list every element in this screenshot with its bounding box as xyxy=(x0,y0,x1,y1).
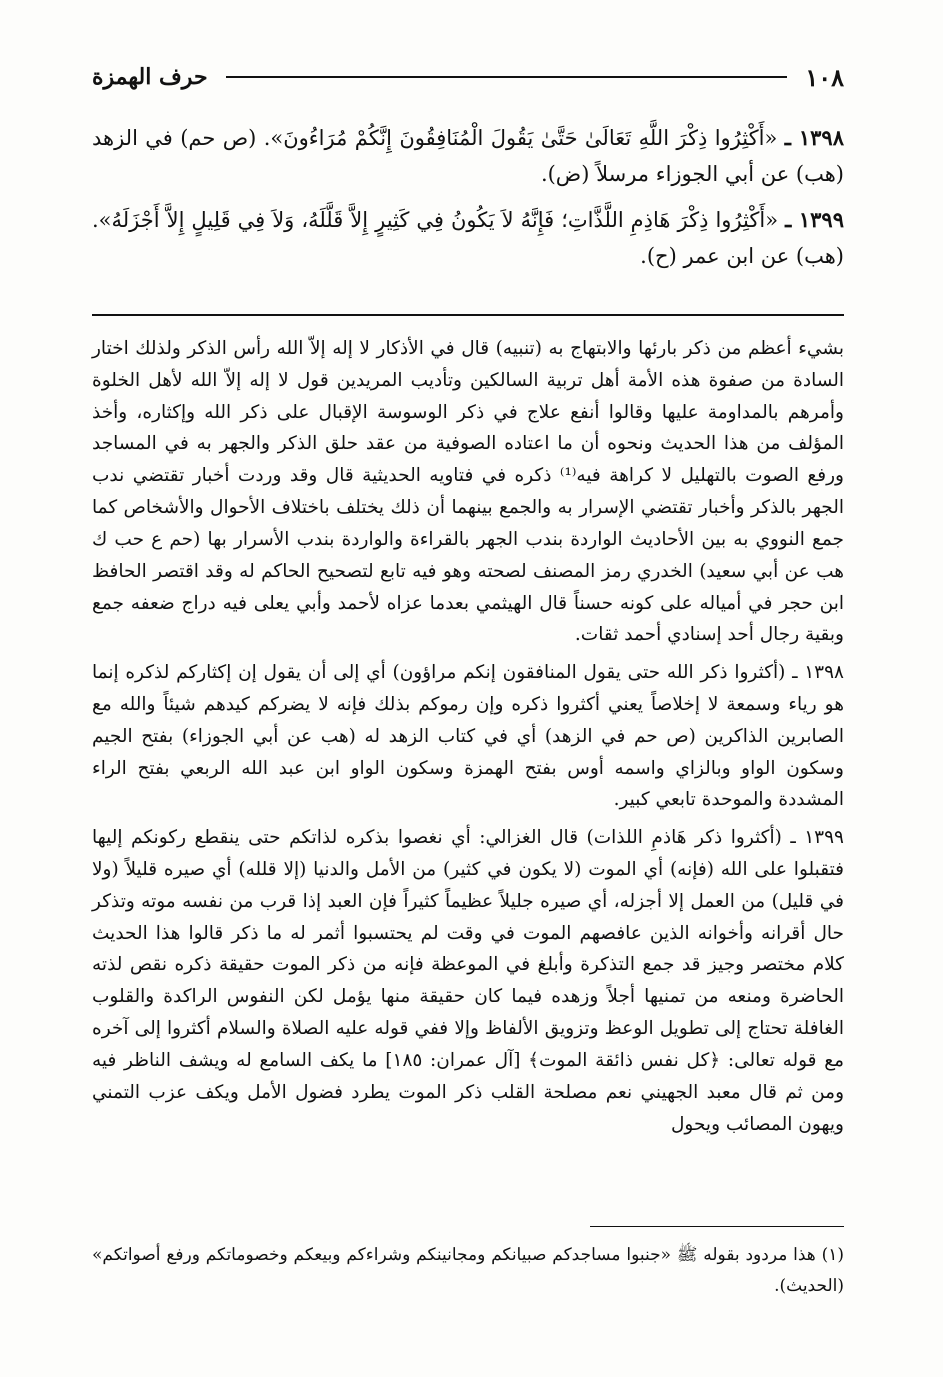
hadith-section xyxy=(92,120,844,285)
hadith-number: ١٣٩٩ ـ xyxy=(785,207,844,233)
footnote-section xyxy=(92,1240,844,1303)
commentary-paragraph-3: ١٣٩٩ ـ (أكثروا ذكر هَاذمِ اللذات) قال الغزالي: أي نغصوا بذكره لذاتكم حتى ينقطع ركونكم إليها فتقبلوا على الله (فإنه) أي الموت (لا يكون في كثير) من الأمل والدنيا (إلا قلله) أي صيره قليلاً (ولا في قليل) من العمل إلا أجزله، أي صيره جليلاً عظيماً كثيراً فإن العبد إذا قرب من نفسه موته وتذكر حال أقرانه وأخوانه الذين عافصهم الموت في وقت لم يحتسبوا أثمر له ما ذكر قالوا هذا الحديث كلام مختصر وجيز قد جمع التذكرة وأبلغ في الموعظة فإنه من ذكر الموت حقيقة ذكره نقص لذته الحاضرة ومنعه من تمنيها أجلاً وزهده فيما كان حقيقة منها يؤمل لكن النفوس الراكدة والقلوب الغافلة تحتاج إلى تطويل الوعظ وتزويق الألفاظ وإلا ففي قوله عليه الصلاة والسلام أكثروا إلى آخره مع قوله تعالى: ﴿كل نفس ذائقة الموت﴾ [آل عمران: ١٨٥] ما يكف السامع له ويشف الناظر فيه ومن ثم قال معبد الجهيني نعم مصلحة القلب ذكر الموت يطرد فضول الأمل ويكف عزب التمني ويهون المصائب ويحول xyxy=(92,827,844,1135)
hadith-1399 xyxy=(92,202,844,274)
section-divider xyxy=(92,314,844,316)
hadith-1398 xyxy=(92,120,844,192)
commentary-paragraph-2: ١٣٩٨ ـ (أكثروا ذكر الله حتى يقول المنافقون إنكم مراؤون) أي إلى أن يقول إن إكثاركم لذكره إنما هو رياء وسمعة لا إخلاصاً يعني أكثروا ذكره وإن رموكم بذلك فإنه لا يضركم كيدهم شيئاً والله مع الصابرين الذاكرين (ص حم في الزهد) أي في كتاب الزهد له (هب عن أبي الجوزاء) بفتح الجيم وسكون الواو وبالزاي واسمه أوس بفتح الهمزة وسكون الواو ابن عبد الله الربعي بفتح الراء المشددة والموحدة تابعي كبير. xyxy=(92,662,844,811)
footnote-divider xyxy=(590,1226,844,1227)
hadith-text: «أَكْثِرُوا ذِكْرَ اللَّهِ تَعَالَىٰ حَتَّىٰ يَقُولَ الْمُنَافِقُونَ إِنَّكُمْ مُرَاءُونَ». (ص حم) في الزهد (هب) عن أبي الجوزاء مرسلاً (ض). xyxy=(92,126,844,186)
header-rule xyxy=(226,76,788,78)
page-number: ١٠٨ xyxy=(805,62,844,92)
footnote-1: (١) هذا مردود بقوله ﷺ «جنبوا مساجدكم صبيانكم ومجانينكم وشراءكم وبيعكم وخصوماتكم ورفع أصواتكم» (الحديث). xyxy=(92,1245,844,1297)
hadith-number: ١٣٩٨ ـ xyxy=(784,125,844,150)
chapter-title: حرف الهمزة xyxy=(92,64,208,90)
page-header xyxy=(92,60,844,94)
commentary-paragraph-1: بشيء أعظم من ذكر بارئها والابتهاج به (تنبيه) قال في الأذكار لا إله إلاّ الله رأس الذكر ولذلك اختار السادة من صفوة هذه الأمة أهل تربية السالكين وتأديب المريدين قول لا إله إلاّ الله لأهل الخلوة وأمرهم بالمداومة عليها وقالوا أنفع علاج في ذكر الوسوسة الإقبال على ذكر الله وإكثاره، وأخذ المؤلف من هذا الحديث ونحوه أن ما اعتاده الصوفية من عقد حلق الذكر والجهر به في المساجد ورفع الصوت بالتهليل لا كراهة فيه⁽¹⁾ ذكره في فتاويه الحديثية قال وقد وردت أخبار تقتضي ندب الجهر بالذكر وأخبار تقتضي الإسرار به والجمع بينهما أن ذلك يختلف باختلاف الأحوال والأشخاص كما جمع النووي به بين الأحاديث الواردة بندب الجهر بالقراءة والواردة بندب الأسرار بها (حم ع حب ك هب عن أبي سعيد) الخدري رمز المصنف لصحته وهو فيه تابع لتصحيح الحاكم له وقد اقتصر الحافظ ابن حجر في أمياله على كونه حسناً قال الهيثمي بعدما عزاه لأحمد وأبي يعلى فيه دراج ضعفه جمع وبقية رجال أحد إسنادي أحمد ثقات. xyxy=(92,338,844,646)
commentary-section xyxy=(92,333,844,1146)
hadith-text: «أَكْثِرُوا ذِكْرَ هَاذِمِ اللَّذَّاتِ؛ فَإِنَّهُ لاَ يَكُونُ فِي كَثِيرٍ إِلاَّ قَلَّلَهُ، وَلاَ فِي قَلِيلٍ إِلاَّ أَجْزَلَهُ». (هب) عن ابن عمر (ح). xyxy=(92,208,844,269)
